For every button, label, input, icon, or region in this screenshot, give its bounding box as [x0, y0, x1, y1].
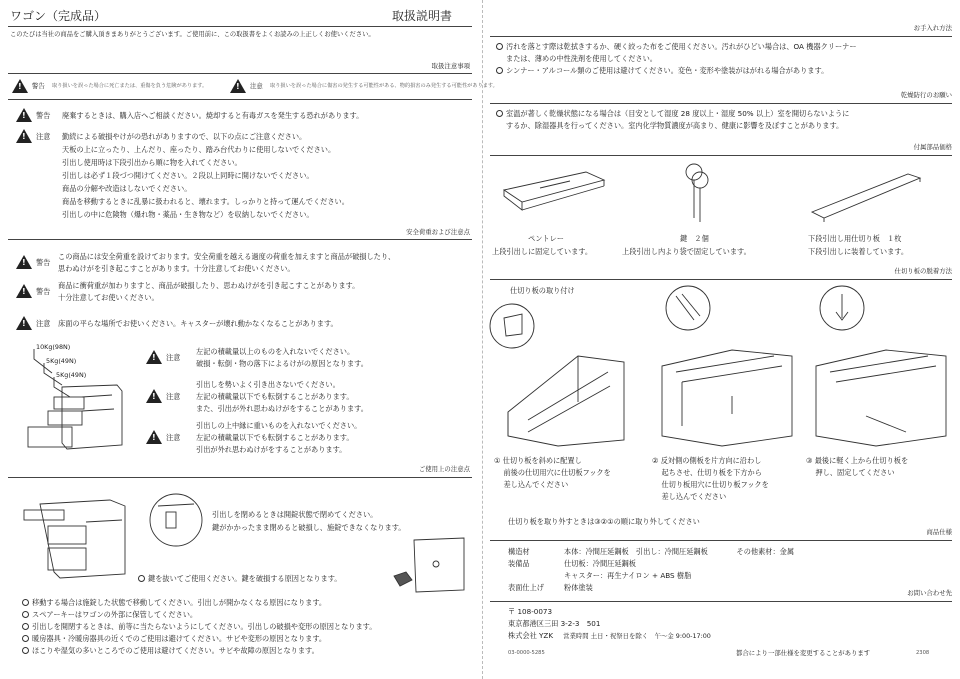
bullet-icon — [138, 575, 145, 582]
step1-line: ① 仕切り板を斜めに配置し — [494, 456, 582, 465]
caution-icon — [16, 129, 32, 143]
wagon-lock-illustration — [20, 492, 140, 582]
doc-code: 03-0000-5285 — [508, 650, 545, 656]
note-item — [22, 598, 376, 610]
step3-illustration — [806, 286, 956, 452]
step2-line: 起ちさせ、仕切り板を下方から — [652, 468, 762, 477]
ship-text — [496, 109, 849, 133]
legend-row — [10, 79, 498, 95]
warn2-text — [58, 252, 395, 276]
spec-row — [508, 559, 794, 571]
spec-row — [508, 571, 794, 583]
part2-desc: 上段引出し内より袋で固定しています。 — [622, 247, 751, 256]
doc-title: 取扱説明書 — [392, 9, 453, 23]
spec-value: 粉体塗装 — [564, 583, 593, 592]
warn1-label: 警告 — [36, 111, 51, 120]
caution-icon — [146, 430, 162, 444]
caution5-line: 引出が外れ思わぬけがをすることがあります。 — [196, 445, 347, 454]
part3-desc: 下段引出しに装着しています。 — [808, 247, 909, 256]
wagon-load-illustration — [22, 345, 132, 455]
legend-caution-text: 取り扱いを誤った場合に傷害の発生する可能性がある、物的損害のみ発生する可能性があります。 — [270, 83, 498, 89]
spec-value: 仕切板：冷間圧延鋼板 — [564, 559, 636, 568]
note-text: 移動する場合は施錠した状態で移動してください。引出しが開かなくなる原因になります。 — [32, 598, 327, 607]
legend-caution-label: 注意 — [250, 82, 263, 90]
caution3-text — [196, 347, 368, 371]
page-divider — [482, 0, 483, 679]
part3-name: 下段引出し用仕切り板 １枚 — [808, 234, 902, 243]
bullet-icon — [496, 110, 503, 117]
caution1-line: 天板の上に立ったり、上んだり、座ったり、踏み台代わりに使用しないでください。 — [62, 145, 336, 154]
caution-icon — [16, 316, 32, 330]
bullet-icon — [22, 647, 29, 654]
spec-key: 装備品 — [508, 559, 530, 568]
caution3-line: 左記の積載量以上のものを入れないでください。 — [196, 347, 355, 356]
note-text: 引出しを開閉するときは、前等に当たらないようにしてください。引出しの破損や変形の原因となります。 — [32, 622, 377, 631]
caution1-label: 注意 — [36, 132, 51, 141]
warn3-line: 十分注意してお使いください。 — [58, 293, 159, 302]
warning-icon — [12, 79, 28, 93]
caution4-line: 引出しを勢いよく引き出さないでください。 — [196, 380, 340, 389]
warn2-line: この商品には安全荷重を設けております。安全荷重を越える過度の荷重を加えますと商品が破損したり、 — [58, 252, 396, 261]
contact-zip: 〒 108-0073 — [508, 607, 553, 616]
care-line: シンナー・アルコール類のご使用は避けてください。変色・変形や塗装がはがれる場合があります。 — [506, 66, 829, 75]
section-load-title: 安全荷重および注意点 — [406, 228, 470, 236]
contact-company: 株式会社 YZK — [508, 631, 554, 640]
part2-name: 鍵 ２個 — [680, 234, 709, 243]
lock-closeup-illustration — [148, 492, 204, 548]
footer-note: 都合により一部仕様を変更することがあります — [736, 649, 871, 657]
key-note — [138, 574, 342, 584]
spec-row — [508, 583, 794, 595]
warning-icon — [16, 284, 32, 298]
note-item — [22, 622, 376, 634]
section-usage-title: ご使用上の注意点 — [418, 465, 470, 473]
bullet-icon — [22, 635, 29, 642]
step2-line: 差し込んでください — [652, 492, 727, 501]
note-text: スペアーキーはワゴンの外部に保管してください。 — [32, 610, 198, 619]
ship-line: するか、除湿器具を行ってください。室内化学物質濃度が高まり、健康に影響を及ぼすことがあります。 — [506, 121, 844, 130]
caution5-line: 引出しの上中縁に重いものを入れないでください。 — [196, 421, 362, 430]
bullet-icon — [496, 67, 503, 74]
caution5-label: 注意 — [166, 433, 181, 442]
legend-warning-label: 警告 — [32, 82, 45, 90]
ship-item — [496, 121, 849, 133]
part1-name: ペントレー — [528, 234, 564, 243]
step1-line: 差し込んでください — [494, 480, 569, 489]
step1-line: 前後の仕切用穴に仕切板フックを — [494, 468, 611, 477]
usage-text — [212, 510, 406, 536]
caution4-line: また、引出が外れ思わぬけがをすることがあります。 — [196, 404, 368, 413]
step1-text — [494, 456, 611, 492]
warn1-text: 廃棄するときは、購入店へご相談ください。焼却すると有毒ガスを発生する恐れがあります。 — [62, 111, 364, 120]
load-top: 10Kg(98N) — [36, 343, 71, 351]
caution-icon — [146, 350, 162, 364]
spec-value: キャスター：再生ナイロン + ABS 樹脂 — [564, 571, 692, 580]
step2-line: 仕切り板用穴に仕切り板フックを — [652, 480, 769, 489]
section-safety-title: 取扱注意事項 — [431, 62, 470, 70]
caution4-text — [196, 380, 368, 416]
note-text: ほこりや湿気の多いところでのご使用は避けてください。サビや故障の原因となります。 — [32, 646, 319, 655]
bullet-icon — [22, 611, 29, 618]
step2-illustration — [652, 286, 802, 452]
section-care-title: お手入れ方法 — [913, 24, 952, 32]
caution1-line: 引出し使用時は下段引出から順に物を入れてください。 — [62, 158, 242, 167]
caution4-label: 注意 — [166, 392, 181, 401]
contact-address: 東京都港区三田 3-2-3 501 — [508, 619, 601, 628]
bullet-icon — [22, 623, 29, 630]
ship-item — [496, 109, 849, 121]
care-line: 汚れを落とす際は乾拭きするか、硬く絞った布をご使用ください。汚れがひどい場合は、OA 機器クリーナー — [506, 42, 857, 51]
load-mid: 5Kg(49N) — [46, 357, 77, 365]
section-install-title: 仕切り板の脱着方法 — [894, 267, 952, 275]
footer-version: 2308 — [916, 650, 930, 656]
contact-company-row — [508, 631, 711, 643]
step3-line: 押し、固定してください — [806, 468, 895, 477]
load-bottom: 5Kg(49N) — [56, 371, 87, 379]
caution3-label: 注意 — [166, 353, 181, 362]
pen-tray-illustration — [500, 168, 610, 222]
caution2-label: 注意 — [36, 319, 51, 328]
caution1-line: 商品を移動するときに乱暴に扱われると、壊れます。しっかりと持って運んでください。 — [62, 197, 349, 206]
caution1-line: 引出しは必ず１段づつ開けてください。２段以上同時に開けないでください。 — [62, 171, 314, 180]
install-subtitle: 仕切り板の取り付け — [510, 286, 575, 295]
warn2-label: 警告 — [36, 258, 51, 267]
note-text: 暖房器具・冷暖房器具の近くでのご使用は避けてください。サビや変形の原因となります。 — [32, 634, 327, 643]
warn2-line: 思わぬけがを引き起こすことがあります。十分注意してお使いください。 — [58, 264, 295, 273]
care-item — [496, 66, 857, 78]
contact-hours: 営業時間 土日・祝祭日を除く 午～金 9:00-17:00 — [563, 632, 711, 640]
care-item — [496, 42, 857, 54]
caution3-line: 破損・転倒・物の落下によるけがの原因となります。 — [196, 359, 368, 368]
caution-icon — [146, 389, 162, 403]
legend-warning-text: 取り扱いを誤った場合に死亡または、重傷を負う危険があります。 — [52, 83, 208, 89]
warning-icon — [16, 108, 32, 122]
product-title: ワゴン（完成品） — [10, 9, 107, 23]
ship-line: 室温が著しく乾燥状態になる場合は（目安として湿度 28 度以上・湿度 50% 以上）室を開切らないように — [506, 109, 850, 118]
spec-row — [508, 547, 794, 559]
care-line: または、薄めの中性洗剤を使用してください。 — [506, 54, 657, 63]
warn3-line: 商品に衝荷重が加わりますと、商品が破損したり、思わぬけがを引き起こすことがあります。 — [58, 281, 360, 290]
section-contact-title: お問い合わせ先 — [907, 589, 952, 597]
spec-key: 構造材 — [508, 547, 530, 556]
usage-line: 鍵がかかったまま閉めると破損し、施錠できなくなります。 — [212, 523, 406, 532]
step3-text — [806, 456, 908, 480]
warn3-label: 警告 — [36, 287, 51, 296]
warn3-text — [58, 281, 359, 305]
note-item — [22, 634, 376, 646]
caution2-text: 床面の平らな場所でお使いください。キャスターが壊れ動かなくなることがあります。 — [58, 319, 338, 328]
bullet-icon — [496, 43, 503, 50]
care-item — [496, 54, 857, 66]
bottom-notes — [22, 598, 376, 658]
contact-block — [508, 607, 711, 643]
step1-illustration — [488, 292, 638, 452]
note-item — [22, 646, 376, 658]
spec-value: 本体：冷間圧延鋼板 引出し：冷間圧延鋼板 その他素材：金属 — [564, 547, 795, 556]
key-note-text: 鍵を抜いてご使用ください。鍵を破損する原因となります。 — [148, 574, 342, 583]
step2-line: ② 反対側の側板を片方向に沿わし — [652, 456, 762, 465]
section-ship-title: 乾燥防行のお願い — [900, 91, 952, 99]
partition-plate-illustration — [808, 168, 928, 224]
caution5-text — [196, 421, 361, 457]
step2-text — [652, 456, 769, 504]
caution1-line: 商品の分解や改造はしないでください。 — [62, 184, 192, 193]
usage-line: 引出しを閉めるときは開錠状態で閉めてください。 — [212, 510, 378, 519]
key-illustration — [392, 536, 468, 600]
caution1-line: 引出しの中に危険物（爆れ物・薬品・生き物など）を収納しないでください。 — [62, 210, 314, 219]
bullet-icon — [22, 599, 29, 606]
step3-line: ③ 最後に軽く上から仕切り板を — [806, 456, 909, 465]
caution4-line: 左記の積載量以下でも転倒することがあります。 — [196, 392, 354, 401]
caution1-list — [62, 132, 349, 223]
intro-text: このたびは当社の商品をご購入頂きまありがとうございます。ご使用前に、この取扱書をよくお読みの上正しくお使いください。 — [10, 31, 375, 38]
caution1-line: 勤続による破損やけがの恐れがありますので、以下の点にご注意ください。 — [62, 132, 307, 141]
note-item — [22, 610, 376, 622]
section-spec-title: 商品仕様 — [926, 528, 952, 536]
spec-key: 表面仕上げ — [508, 583, 544, 592]
warning-icon — [16, 255, 32, 269]
caution5-line: 左記の積載量以下でも転倒することがあります。 — [196, 433, 354, 442]
remove-note: 仕切り板を取り外すときは③②①の順に取り外してください — [508, 517, 700, 526]
section-parts-title: 付属部品価格 — [913, 143, 952, 151]
keys-illustration — [676, 160, 716, 230]
spec-table — [508, 547, 794, 595]
part1-desc: 上段引出しに固定しています。 — [492, 247, 593, 256]
care-text — [496, 42, 857, 78]
caution-icon — [230, 79, 246, 93]
